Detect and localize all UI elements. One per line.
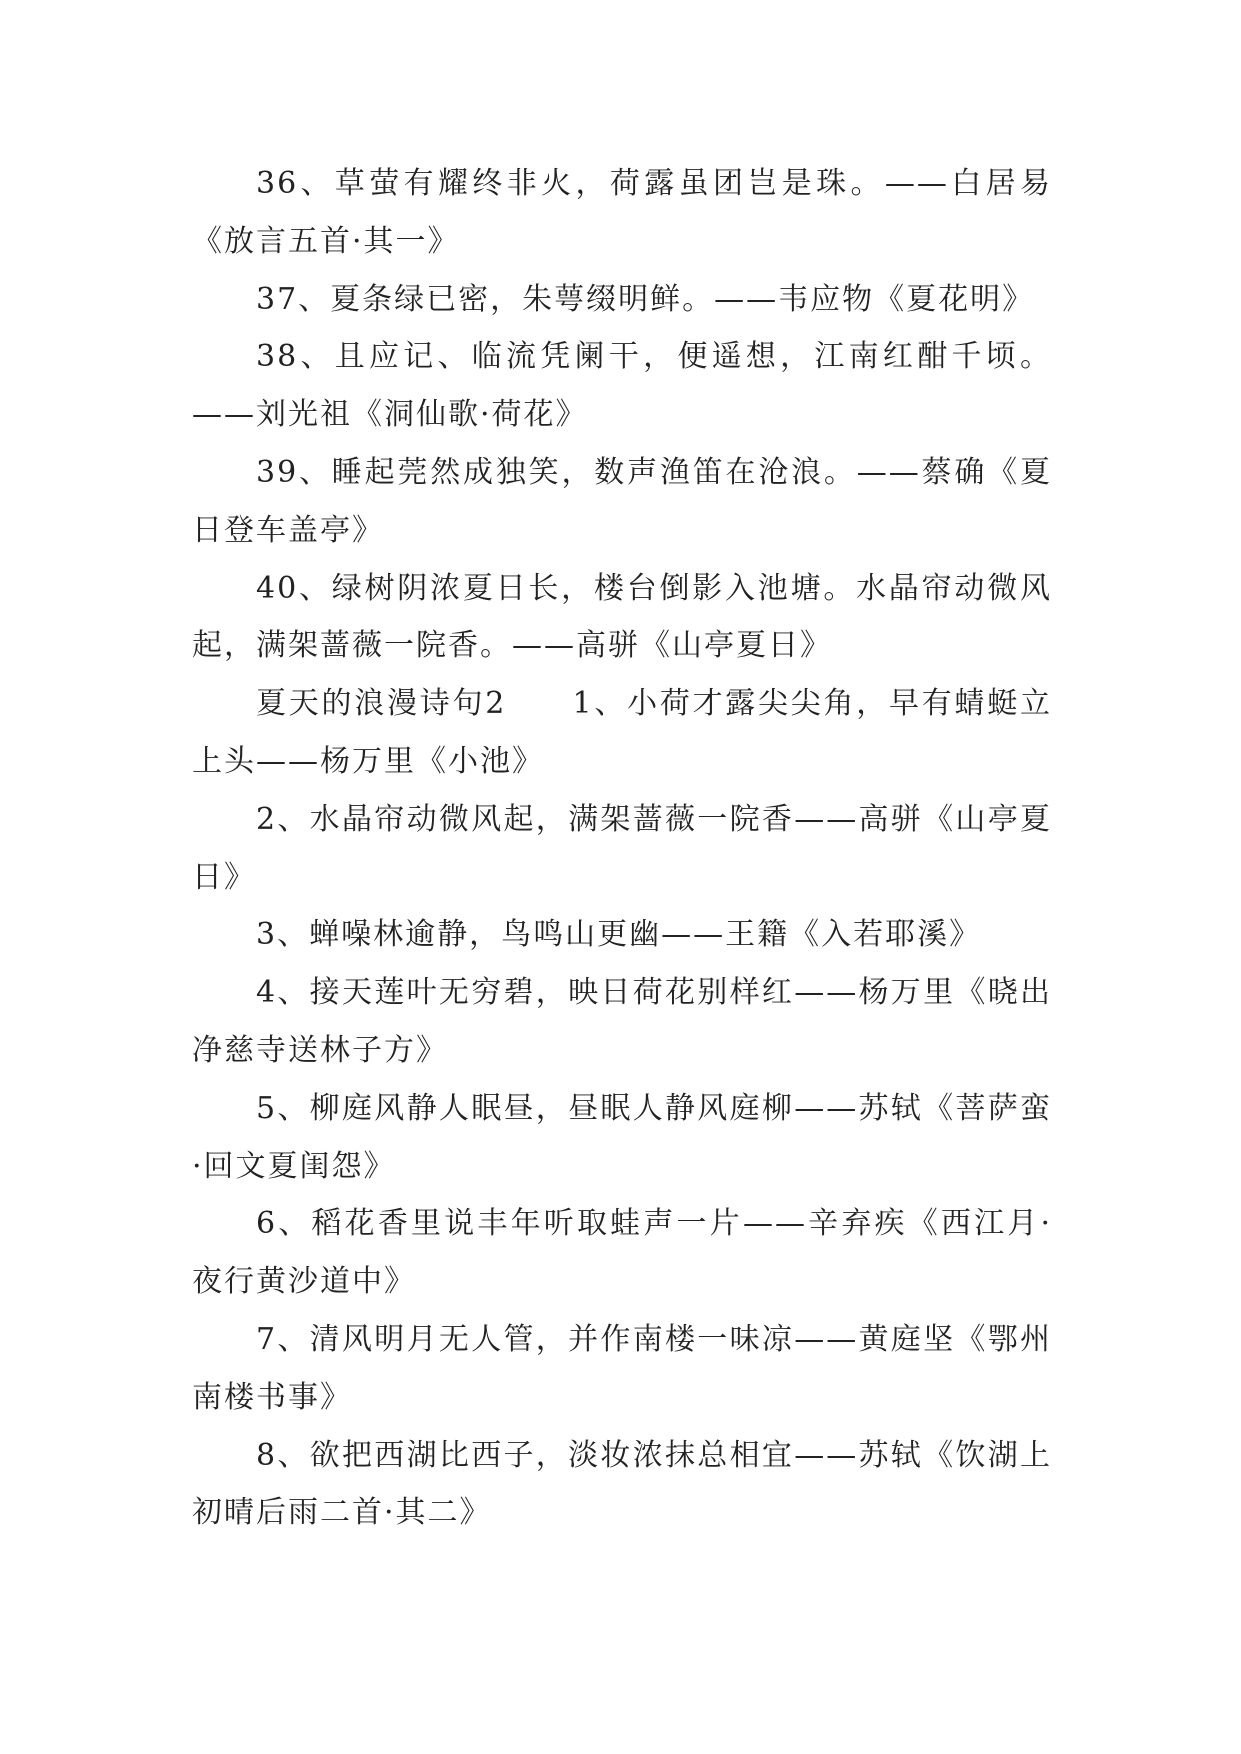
- poem-line-8: 8、欲把西湖比西子，淡妆浓抹总相宜——苏轼《饮湖上初晴后雨二首·其二》: [192, 1437, 1052, 1531]
- poem-line-36: 36、草萤有耀终非火，荷露虽团岂是珠。——白居易《放言五首·其一》: [192, 166, 1052, 259]
- poem-line-37: 37、夏条绿已密，朱萼缀明鲜。——韦应物《夏花明》: [256, 281, 1035, 317]
- document-body: [192, 155, 1052, 1542]
- poem-line-2: 2、水晶帘动微风起，满架蔷薇一院香——高骈《山亭夏日》: [192, 801, 1052, 895]
- poem-line-3: 3、蝉噪林逾静，鸟鸣山更幽——王籍《入若耶溪》: [256, 917, 982, 953]
- poem-line-4: 4、接天莲叶无穷碧，映日荷花别样红——杨万里《晓出净慈寺送林子方》: [192, 975, 1052, 1068]
- poem-line-7: 7、清风明月无人管，并作南楼一味凉——黄庭坚《鄂州南楼书事》: [192, 1321, 1052, 1415]
- section-heading-with-line-1: 夏天的浪漫诗句2 1、小荷才露尖尖角，早有蜻蜓立上头——杨万里《小池》: [192, 686, 1052, 779]
- poem-line-5: 5、柳庭风静人眠昼，昼眠人静风庭柳——苏轼《菩萨蛮·回文夏闺怨》: [192, 1090, 1052, 1184]
- poem-line-6: 6、稻花香里说丰年听取蛙声一片——辛弃疾《西江月·夜行黄沙道中》: [192, 1206, 1052, 1300]
- poem-line-38: 38、且应记、临流凭阑干，便遥想，江南红酣千顷。——刘光祖《洞仙歌·荷花》: [192, 339, 1052, 433]
- poem-line-40: 40、绿树阴浓夏日长，楼台倒影入池塘。水晶帘动微风起，满架蔷薇一院香。——高骈《山亭夏日》: [192, 570, 1052, 664]
- poem-line-39: 39、睡起莞然成独笑，数声渔笛在沧浪。——蔡确《夏日登车盖亭》: [192, 454, 1052, 548]
